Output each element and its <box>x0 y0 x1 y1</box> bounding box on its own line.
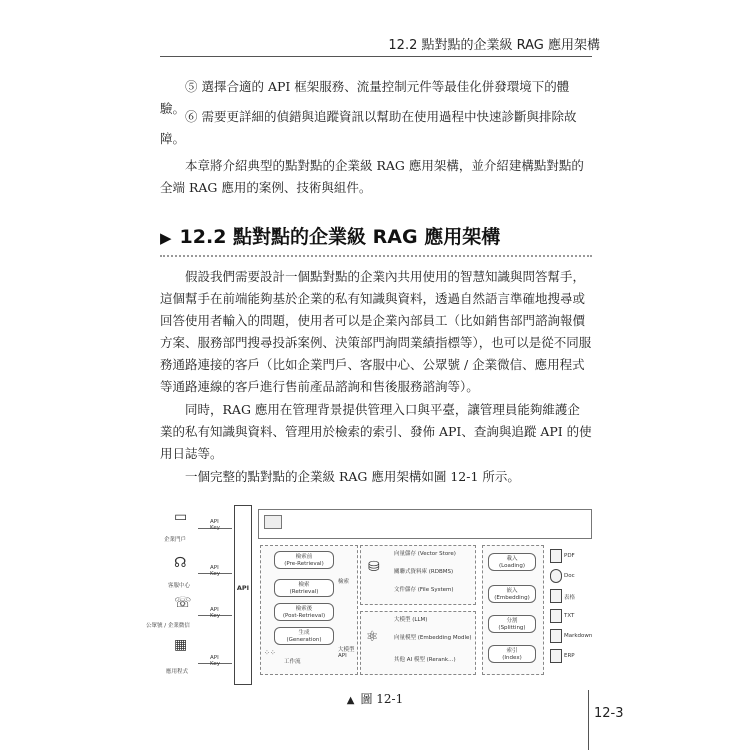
api-key-label: API Key <box>210 607 220 619</box>
chat-icon: ☏ <box>174 595 192 611</box>
pdf-file-icon <box>550 549 562 563</box>
store-rdbms: 關聯式資料庫 (RDBMS) <box>394 569 454 575</box>
paragraph-assume: 假設我們需要設計一個點對點的企業內共用使用的智慧知識與問答幫手，這個幫手在前端能夠基於企業的私有知識與資料，透過自然語言準確地搜尋或回答使用者輸入的問題，使用者可以是企業內部員工（比如銷售部門諮詢報價方案、服務部門搜尋投訴案例、決策部門詢問業績指標等），也可以是從不同服務通路連接的客戶（比如企業門戶、客服中心、公眾號 / 企業微信、應用程式等通路連線的客戶進行售前產品諮詢和售後服務諮詢等）。 <box>160 269 592 394</box>
section-title <box>160 222 592 249</box>
figure-caption <box>0 690 750 707</box>
api-key-label: API Key <box>210 519 220 531</box>
source-markdown: Markdown <box>564 633 593 639</box>
model-llm: 大模型 (LLM) <box>394 617 428 623</box>
stage-generation: 生成 (Generation) <box>274 627 334 645</box>
source-erp: ERP <box>564 653 575 659</box>
header-rule <box>160 56 592 57</box>
client-label-wechat: 公眾號 / 企業微信 <box>146 623 190 629</box>
workflow-label: 工作流 <box>284 659 301 665</box>
source-txt: TXT <box>564 613 575 619</box>
client-label-portal: 企業門戶 <box>164 537 187 543</box>
retrieve-label: 檢索 <box>338 579 350 585</box>
app-grid-icon: ▦ <box>174 637 188 653</box>
paragraph-item-5: ⑤ 選擇合適的 API 框架服務、流量控制元件等最佳化併發環境下的體驗。 <box>160 79 570 116</box>
headset-icon: ☊ <box>174 555 187 571</box>
ingest-embedding: 嵌入 (Embedding) <box>488 585 536 603</box>
ingest-index: 索引 (Index) <box>488 645 536 663</box>
admin-bar <box>258 509 592 539</box>
paragraph-item-6: ⑥ 需要更詳細的偵錯與追蹤資訊以幫助在使用過程中快速診斷與排除故障。 <box>160 109 577 146</box>
running-header: 12.2 點對點的企業級 RAG 應用架構 <box>388 38 600 53</box>
markdown-file-icon <box>550 629 562 643</box>
section-title-text: 12.2 點對點的企業級 RAG 應用架構 <box>179 226 501 248</box>
stage-pre-retrieval: 檢索前 (Pre-Retrieval) <box>274 551 334 569</box>
monitor-icon: ▭ <box>174 509 188 525</box>
database-icon: ⛁ <box>368 559 380 575</box>
model-embedding: 向量模型 (Embedding Modle) <box>394 635 472 641</box>
table-file-icon <box>550 589 562 603</box>
source-doc: Doc <box>564 573 575 579</box>
architecture-diagram <box>146 505 593 685</box>
api-key-label: API Key <box>210 565 220 577</box>
paragraph-figure-ref: 一個完整的點對點的企業級 RAG 應用架構如圖 12-1 所示。 <box>185 469 520 484</box>
workflow-dots-icon: ⁘⁘ <box>264 649 276 657</box>
source-table: 表格 <box>564 595 576 601</box>
ingest-loading: 載入 (Loading) <box>488 553 536 571</box>
page-number: 12-3 <box>594 706 624 721</box>
client-label-app: 應用程式 <box>166 669 189 675</box>
caption-marker-icon: ▲ <box>346 695 355 706</box>
model-rerank: 其他 AI 模型 (Rerank…) <box>394 657 456 663</box>
store-file: 文件儲存 (File System) <box>394 587 454 593</box>
page-number-rule <box>588 690 589 750</box>
store-vector: 向量儲存 (Vector Store) <box>394 551 456 557</box>
doc-file-icon <box>550 569 562 583</box>
stage-retrieval: 檢索 (Retrieval) <box>274 579 334 597</box>
api-gateway: API <box>234 505 252 685</box>
llm-api-label: 大模型 API <box>338 647 355 659</box>
paragraph-intro: 本章將介紹典型的點對點的企業級 RAG 應用架構，並介紹建構點對點的全端 RAG 應用的案例、技術與組件。 <box>160 158 584 195</box>
source-pdf: PDF <box>564 553 575 559</box>
api-key-label: API Key <box>210 655 220 667</box>
stage-post-retrieval: 檢索後 (Post-Retrieval) <box>274 603 334 621</box>
txt-file-icon <box>550 609 562 623</box>
section-marker-icon: ▶ <box>160 229 172 247</box>
paragraph-admin: 同時，RAG 應用在管理背景提供管理入口與平臺，讓管理員能夠維護企業的私有知識與資料、管理用於檢索的索引、發佈 API、查詢與追蹤 API 的使用日誌等。 <box>160 402 592 461</box>
ingest-splitting: 分割 (Splitting) <box>488 615 536 633</box>
ai-model-icon: ⚛ <box>366 629 379 645</box>
admin-panel-icon <box>264 515 282 529</box>
section-heading <box>160 222 592 249</box>
erp-icon <box>550 649 562 663</box>
caption-text: 圖 12-1 <box>360 692 404 706</box>
section-divider <box>160 255 592 257</box>
client-label-service: 客服中心 <box>168 583 191 589</box>
